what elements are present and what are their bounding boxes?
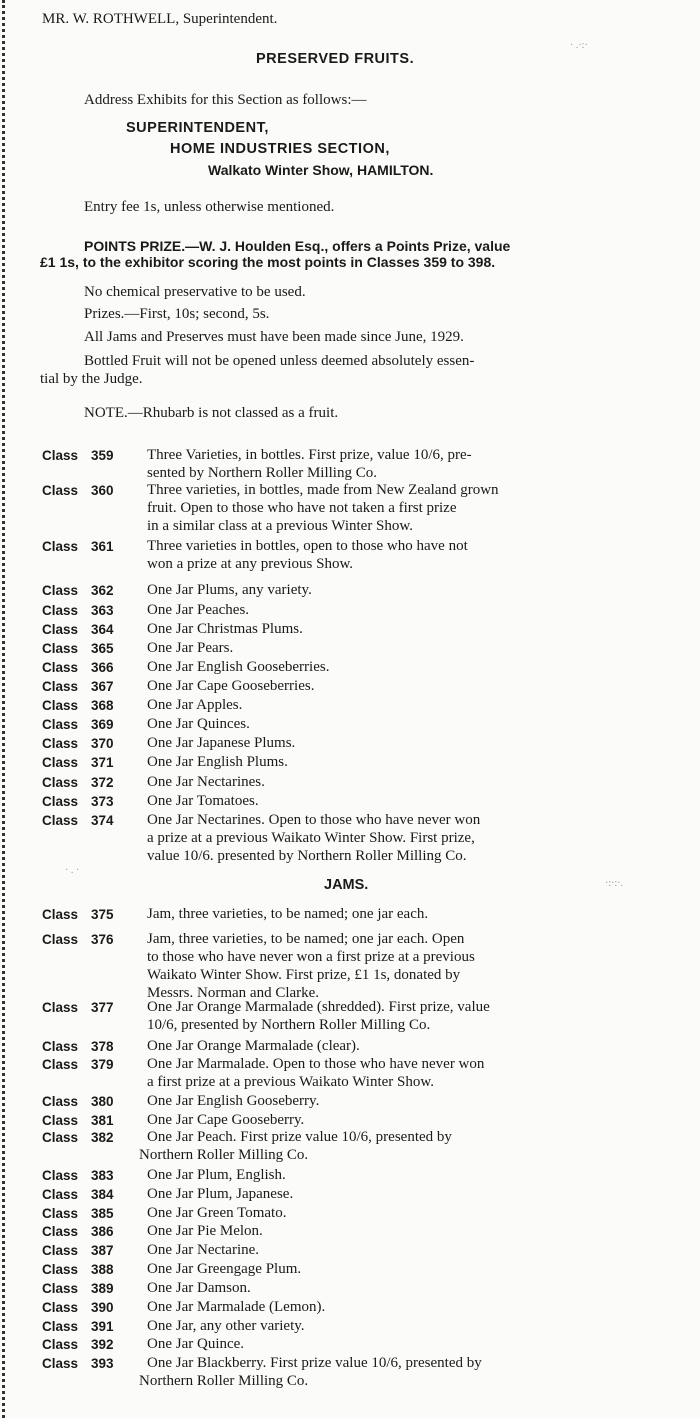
class-number: 368: [91, 698, 114, 713]
description-line: One Jar Pears.: [147, 640, 234, 656]
class-label: [42, 812, 132, 830]
description-line: One Jar Plum, English.: [147, 1167, 286, 1183]
class-label: [42, 1186, 132, 1204]
description-line: Three varieties in bottles, open to those who have not: [147, 538, 468, 554]
points-prize-line-2: £1 1s, to the exhibitor scoring the most points in Classes 359 to 398.: [40, 254, 496, 270]
description-line: One Jar English Gooseberries.: [147, 659, 330, 675]
class-label: [42, 678, 132, 696]
class-description: [147, 1204, 667, 1222]
description-line: One Jar Peach. First prize value 10/6, presented by: [147, 1129, 452, 1145]
print-speck: ·:·:·.: [605, 878, 624, 889]
description-line: in a similar class at a previous Winter Show.: [147, 518, 414, 534]
class-label: [42, 582, 132, 600]
class-word: Class: [42, 907, 79, 922]
class-word: Class: [42, 1224, 79, 1239]
class-label: [42, 538, 132, 556]
class-word: Class: [42, 698, 79, 713]
class-word: Class: [42, 679, 79, 694]
description-line: One Jar Christmas Plums.: [147, 621, 303, 637]
class-label: [42, 659, 132, 677]
class-label: [42, 1261, 132, 1279]
class-label: [42, 602, 132, 620]
class-description: [147, 1166, 667, 1184]
class-word: Class: [42, 755, 79, 770]
class-number: 375: [91, 907, 114, 922]
superintendent-line: MR. W. ROTHWELL, Superintendent.: [42, 11, 278, 27]
description-line: Waikato Winter Show. First prize, £1 1s, donated by: [147, 967, 461, 983]
class-label: [42, 774, 132, 792]
description-line: 10/6, presented by Northern Roller Milling Co.: [147, 1017, 431, 1033]
class-description: [147, 734, 667, 752]
class-description: [139, 1354, 667, 1390]
class-description: [147, 601, 667, 619]
class-number: 367: [91, 679, 114, 694]
description-line: One Jar Damson.: [147, 1280, 251, 1296]
class-number: 390: [91, 1300, 114, 1315]
description-line: fruit. Open to those who have not taken a first prize: [147, 500, 457, 516]
class-label: [42, 735, 132, 753]
class-description: [147, 658, 667, 676]
class-number: 365: [91, 641, 114, 656]
description-line: Northern Roller Milling Co.: [139, 1373, 309, 1389]
description-line: One Jar Nectarine.: [147, 1242, 260, 1258]
class-word: Class: [42, 1168, 79, 1183]
class-word: Class: [42, 1262, 79, 1277]
class-label: [42, 1299, 132, 1317]
class-word: Class: [42, 717, 79, 732]
class-word: Class: [42, 1319, 79, 1334]
class-word: Class: [42, 1243, 79, 1258]
class-word: Class: [42, 736, 79, 751]
class-label: [42, 1355, 132, 1373]
class-number: 364: [91, 622, 114, 637]
class-description: [147, 1335, 667, 1353]
class-description: [147, 905, 667, 923]
description-line: One Jar English Plums.: [147, 754, 288, 770]
class-number: 383: [91, 1168, 114, 1183]
class-word: Class: [42, 775, 79, 790]
class-word: Class: [42, 583, 79, 598]
class-description: [147, 537, 667, 573]
class-word: Class: [42, 1337, 79, 1352]
class-description: [147, 1241, 667, 1259]
class-number: 389: [91, 1281, 114, 1296]
class-description: [147, 1260, 667, 1278]
class-word: Class: [42, 932, 79, 947]
class-number: 362: [91, 583, 114, 598]
description-line: One Jar Cape Gooseberries.: [147, 678, 315, 694]
class-description: [147, 811, 667, 865]
class-label: [42, 621, 132, 639]
class-description: [147, 792, 667, 810]
class-number: 376: [91, 932, 114, 947]
description-line: One Jar Plums, any variety.: [147, 582, 312, 598]
description-line: Northern Roller Milling Co.: [139, 1147, 309, 1163]
class-description: [147, 1092, 667, 1110]
class-word: Class: [42, 641, 79, 656]
class-label: [42, 1167, 132, 1185]
class-label: [42, 793, 132, 811]
description-line: One Jar Plum, Japanese.: [147, 1186, 294, 1202]
class-label: [42, 906, 132, 924]
description-line: One Jar Marmalade (Lemon).: [147, 1299, 326, 1315]
class-number: 372: [91, 775, 114, 790]
class-word: Class: [42, 539, 79, 554]
description-line: Three Varieties, in bottles. First prize, value 10/6, pre-: [147, 447, 472, 463]
class-description: [147, 1279, 667, 1297]
rule-bottled-fruit-cont: tial by the Judge.: [40, 371, 143, 387]
class-number: 359: [91, 448, 114, 463]
description-line: One Jar Quinces.: [147, 716, 250, 732]
print-speck: · .·:·: [570, 40, 588, 51]
class-description: [147, 1317, 667, 1335]
class-number: 384: [91, 1187, 114, 1202]
class-label: [42, 716, 132, 734]
class-word: Class: [42, 1281, 79, 1296]
class-description: [147, 696, 667, 714]
class-word: Class: [42, 1039, 79, 1054]
address-line-2: HOME INDUSTRIES SECTION,: [170, 141, 390, 157]
description-line: One Jar Nectarines.: [147, 774, 265, 790]
note-rhubarb: NOTE.—Rhubarb is not classed as a fruit.: [84, 405, 339, 421]
description-line: One Jar Marmalade. Open to those who have never won: [147, 1056, 485, 1072]
class-label: [42, 754, 132, 772]
class-label: [42, 1056, 132, 1074]
class-number: 382: [91, 1130, 114, 1145]
class-label: [42, 1336, 132, 1354]
class-description: [147, 1185, 667, 1203]
class-word: Class: [42, 622, 79, 637]
class-label: [42, 999, 132, 1017]
class-description: [147, 620, 667, 638]
class-label: [42, 1223, 132, 1241]
class-label: [42, 1112, 132, 1130]
description-line: One Jar Green Tomato.: [147, 1205, 287, 1221]
print-speck: · . ·: [65, 865, 80, 876]
description-line: One Jar Cape Gooseberry.: [147, 1112, 305, 1128]
class-number: 373: [91, 794, 114, 809]
rule-bottled-fruit: Bottled Fruit will not be opened unless deemed absolutely essen-: [84, 353, 475, 369]
class-number: 393: [91, 1356, 114, 1371]
class-word: Class: [42, 448, 79, 463]
entry-fee: Entry fee 1s, unless otherwise mentioned.: [84, 199, 335, 215]
description-line: One Jar Tomatoes.: [147, 793, 259, 809]
class-word: Class: [42, 794, 79, 809]
description-line: Three varieties, in bottles, made from New Zealand grown: [147, 482, 499, 498]
description-line: One Jar Apples.: [147, 697, 243, 713]
class-label: [42, 697, 132, 715]
address-line-1: SUPERINTENDENT,: [126, 120, 269, 136]
class-number: 360: [91, 483, 114, 498]
class-description: [147, 639, 667, 657]
class-description: [147, 1055, 667, 1091]
class-label: [42, 482, 132, 500]
class-label: [42, 1280, 132, 1298]
description-line: One Jar, any other variety.: [147, 1318, 305, 1334]
description-line: sented by Northern Roller Milling Co.: [147, 465, 377, 481]
class-label: [42, 1318, 132, 1336]
address-intro: Address Exhibits for this Section as follows:—: [84, 92, 367, 108]
class-number: 388: [91, 1262, 114, 1277]
jams-title: JAMS.: [324, 877, 369, 893]
class-description: [147, 446, 667, 482]
description-line: Jam, three varieties, to be named; one jar each. Open: [147, 931, 465, 947]
class-number: 386: [91, 1224, 114, 1239]
description-line: won a prize at any previous Show.: [147, 556, 354, 572]
description-line: One Jar Orange Marmalade (clear).: [147, 1038, 360, 1054]
description-line: One Jar English Gooseberry.: [147, 1093, 320, 1109]
description-line: One Jar Peaches.: [147, 602, 250, 618]
description-line: One Jar Nectarines. Open to those who have never won: [147, 812, 481, 828]
address-line-3: Walkato Winter Show, HAMILTON.: [208, 162, 434, 178]
class-number: 379: [91, 1057, 114, 1072]
class-label: [42, 1129, 132, 1147]
class-description: [147, 753, 667, 771]
description-line: to those who have never won a first prize at a previous: [147, 949, 475, 965]
class-label: [42, 1093, 132, 1111]
class-description: [139, 1128, 667, 1164]
class-word: Class: [42, 1094, 79, 1109]
description-line: a prize at a previous Waikato Winter Show. First prize,: [147, 830, 475, 846]
class-word: Class: [42, 1300, 79, 1315]
class-number: 366: [91, 660, 114, 675]
class-word: Class: [42, 1000, 79, 1015]
description-line: One Jar Pie Melon.: [147, 1223, 263, 1239]
description-line: Jam, three varieties, to be named; one jar each.: [147, 906, 429, 922]
class-number: 363: [91, 603, 114, 618]
class-description: [147, 930, 667, 1002]
class-description: [147, 481, 667, 535]
class-word: Class: [42, 1057, 79, 1072]
class-word: Class: [42, 813, 79, 828]
class-number: 387: [91, 1243, 114, 1258]
class-number: 370: [91, 736, 114, 751]
class-description: [147, 1111, 667, 1129]
description-line: a first prize at a previous Waikato Winter Show.: [147, 1074, 434, 1090]
class-description: [147, 581, 667, 599]
class-label: [42, 1205, 132, 1223]
class-number: 391: [91, 1319, 114, 1334]
class-description: [147, 998, 667, 1034]
class-word: Class: [42, 483, 79, 498]
class-description: [147, 773, 667, 791]
rule-made-since: All Jams and Preserves must have been made since June, 1929.: [84, 329, 464, 345]
description-line: One Jar Orange Marmalade (shredded). First prize, value: [147, 999, 490, 1015]
description-line: One Jar Quince.: [147, 1336, 245, 1352]
class-word: Class: [42, 1130, 79, 1145]
left-margin-rule: [2, 0, 5, 1418]
section-title: PRESERVED FRUITS.: [256, 51, 415, 67]
class-label: [42, 931, 132, 949]
class-word: Class: [42, 1187, 79, 1202]
class-description: [147, 1298, 667, 1316]
class-number: 392: [91, 1337, 114, 1352]
description-line: One Jar Japanese Plums.: [147, 735, 296, 751]
description-line: Messrs. Norman and Clarke.: [147, 985, 320, 1001]
class-number: 369: [91, 717, 114, 732]
class-number: 380: [91, 1094, 114, 1109]
points-prize-line-1: POINTS PRIZE.—W. J. Houlden Esq., offers a Points Prize, value: [84, 238, 511, 254]
class-number: 381: [91, 1113, 114, 1128]
class-label: [42, 447, 132, 465]
class-label: [42, 1242, 132, 1260]
class-word: Class: [42, 1356, 79, 1371]
class-word: Class: [42, 603, 79, 618]
description-line: One Jar Blackberry. First prize value 10/6, presented by: [147, 1355, 482, 1371]
description-line: value 10/6. presented by Northern Roller Milling Co.: [147, 848, 467, 864]
rule-preservative: No chemical preservative to be used.: [84, 284, 306, 300]
class-number: 371: [91, 755, 114, 770]
class-description: [147, 1037, 667, 1055]
class-number: 385: [91, 1206, 114, 1221]
class-description: [147, 677, 667, 695]
class-number: 361: [91, 539, 114, 554]
class-word: Class: [42, 1206, 79, 1221]
class-label: [42, 1038, 132, 1056]
class-number: 377: [91, 1000, 114, 1015]
class-description: [147, 1222, 667, 1240]
class-number: 374: [91, 813, 114, 828]
class-description: [147, 715, 667, 733]
class-word: Class: [42, 1113, 79, 1128]
class-word: Class: [42, 660, 79, 675]
class-number: 378: [91, 1039, 114, 1054]
rule-prizes: Prizes.—First, 10s; second, 5s.: [84, 306, 270, 322]
class-label: [42, 640, 132, 658]
description-line: One Jar Greengage Plum.: [147, 1261, 302, 1277]
